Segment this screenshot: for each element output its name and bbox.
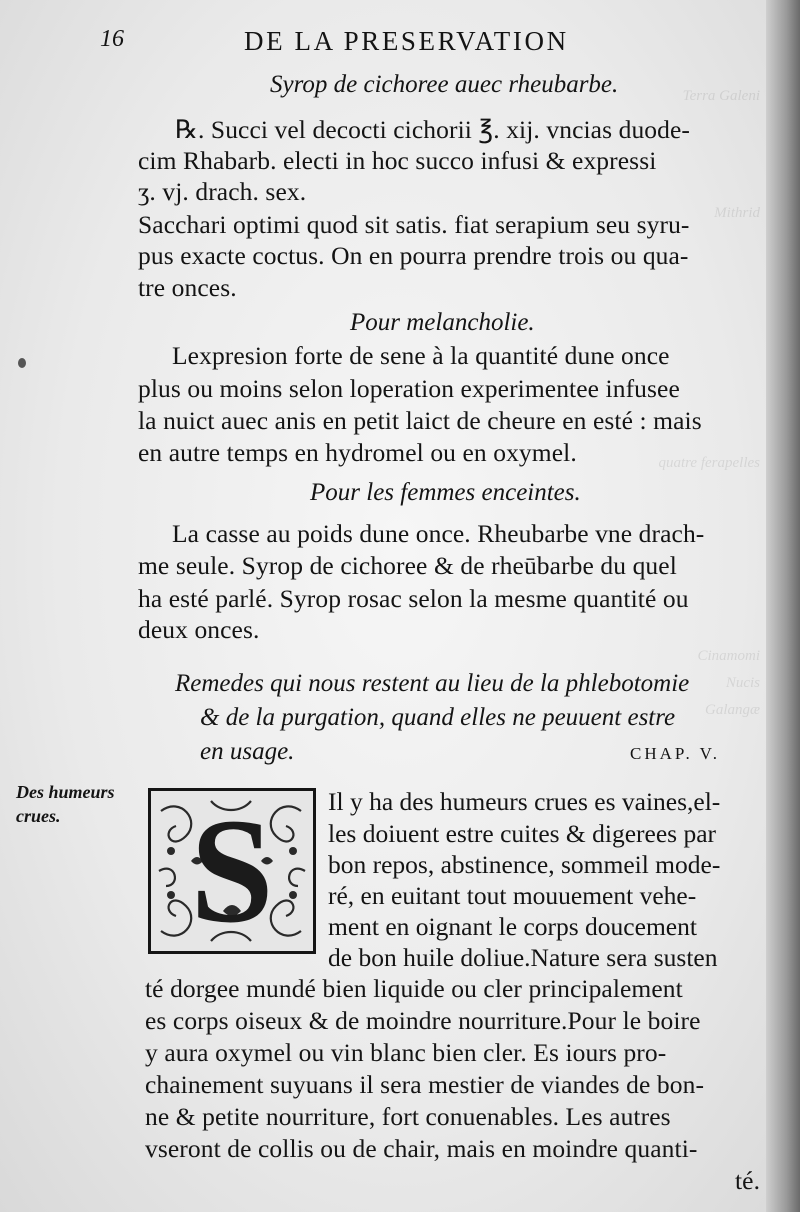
showthrough-text: Nucis bbox=[725, 675, 760, 691]
running-head: DE LA PRESERVATION bbox=[244, 26, 569, 56]
paragraph-line: té. bbox=[735, 1166, 761, 1195]
showthrough-text: quatre ferapelles bbox=[658, 455, 760, 471]
paragraph-line: la nuict auec anis en petit laict de cheure en esté : mais bbox=[138, 406, 702, 435]
paragraph-line: La casse au poids dune once. Rheubarbe vne drach- bbox=[172, 519, 705, 548]
section-title-melancholie: Pour melancholie. bbox=[350, 309, 535, 336]
paragraph-line: les doiuent estre cuites & digerees par bbox=[328, 819, 717, 848]
paragraph-line: y aura oxymel ou vin blanc bien cler. Es iours pro- bbox=[145, 1038, 667, 1067]
margin-note: crues. bbox=[16, 806, 61, 826]
chapter-title-line: & de la purgation, quand elles ne peuuent estre bbox=[200, 704, 676, 731]
page-number: 16 bbox=[100, 26, 124, 52]
recipe-line: Sacchari optimi quod sit satis. fiat serapium seu syru- bbox=[138, 210, 690, 239]
section-title-femmes: Pour les femmes enceintes. bbox=[310, 479, 581, 506]
paragraph-line: vseront de collis ou de chair, mais en moindre quanti- bbox=[145, 1134, 698, 1163]
recipe-line: cim Rhabarb. electi in hoc succo infusi & expressi bbox=[138, 146, 657, 175]
page-gutter-shadow bbox=[766, 0, 800, 1212]
paragraph-line: es corps oiseux & de moindre nourriture.Pour le boire bbox=[145, 1006, 701, 1035]
paragraph-line: ha esté parlé. Syrop rosac selon la mesme quantité ou bbox=[138, 584, 689, 613]
paragraph-line: té dorgee mundé bien liquide ou cler principalement bbox=[145, 974, 683, 1003]
paragraph-line: ment en oignant le corps doucement bbox=[328, 912, 697, 941]
paragraph-line: de bon huile doliue.Nature sera susten bbox=[328, 943, 718, 972]
paragraph-line: en autre temps en hydromel ou en oxymel. bbox=[138, 438, 577, 467]
chapter-title-line: Remedes qui nous restent au lieu de la phlebotomie bbox=[175, 670, 690, 697]
showthrough-text: Mithrid bbox=[714, 205, 760, 221]
ink-speck bbox=[18, 358, 26, 368]
chapter-title-line: en usage. bbox=[200, 738, 295, 765]
paragraph-line: chainement suyuans il sera mestier de viandes de bon- bbox=[145, 1070, 705, 1099]
showthrough-text: Galangæ bbox=[704, 702, 760, 718]
paragraph-line: ne & petite nourriture, fort conuenables. Les autres bbox=[145, 1102, 671, 1131]
showthrough-text: Terra Galeni bbox=[682, 88, 760, 104]
recipe-line: pus exacte coctus. On en pourra prendre trois ou qua- bbox=[138, 241, 689, 270]
paragraph-line: ré, en euitant tout mouuement vehe- bbox=[328, 881, 697, 910]
paragraph-line: Lexpresion forte de sene à la quantité dune once bbox=[172, 341, 670, 370]
paragraph-line: me seule. Syrop de cichoree & de rheūbarbe du quel bbox=[138, 551, 677, 580]
paragraph-line: Il y ha des humeurs crues es vaines,el- bbox=[328, 787, 721, 816]
recipe-line: ℞. Succi vel decocti cichorii ℥. xij. vncias duode- bbox=[175, 115, 690, 144]
decorated-initial bbox=[148, 788, 316, 954]
paragraph-line: deux onces. bbox=[138, 615, 260, 644]
paragraph-line: bon repos, abstinence, sommeil mode- bbox=[328, 850, 721, 879]
section-title-cichoree: Syrop de cichoree auec rheubarbe. bbox=[270, 71, 619, 98]
recipe-line: ʒ. vj. drach. sex. bbox=[138, 177, 307, 206]
chapter-number: CHAP. V. bbox=[630, 744, 720, 763]
showthrough-text: Cinamomi bbox=[697, 648, 760, 664]
recipe-line: tre onces. bbox=[138, 273, 237, 302]
paragraph-line: plus ou moins selon loperation experimentee infusee bbox=[138, 374, 680, 403]
margin-note: Des humeurs bbox=[16, 782, 115, 802]
initial-letter: S bbox=[190, 788, 274, 954]
